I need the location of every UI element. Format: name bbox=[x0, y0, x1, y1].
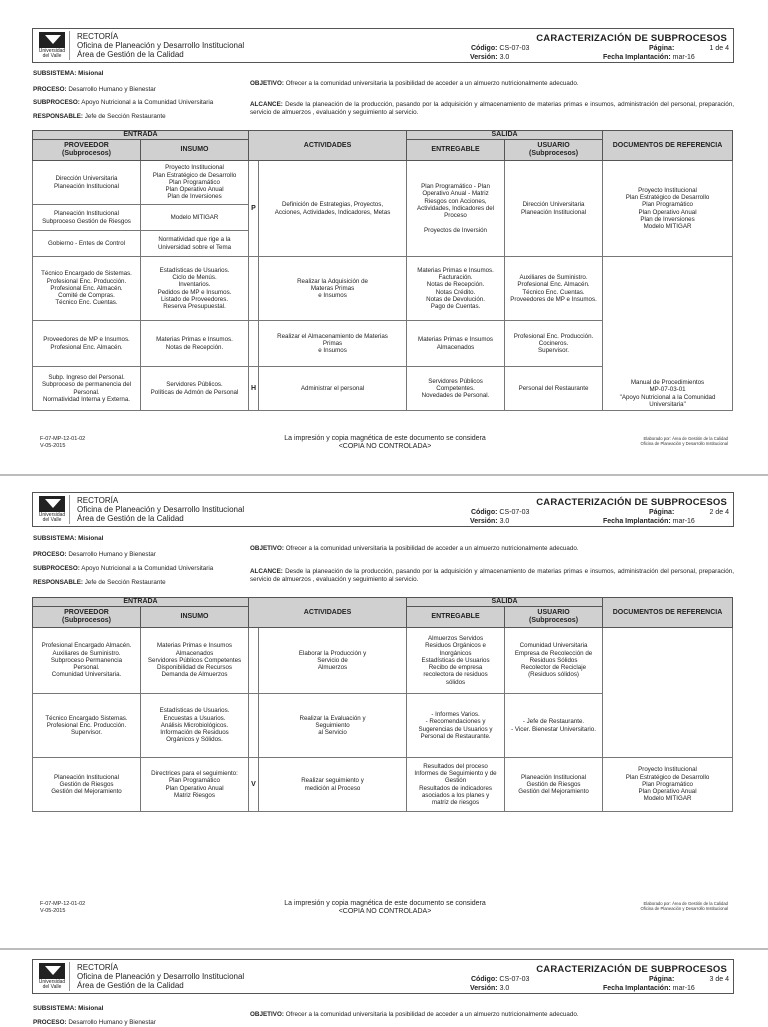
phase-cell: V bbox=[249, 758, 259, 812]
org-line-2: Oficina de Planeación y Desarrollo Institucional bbox=[77, 972, 245, 981]
alcance-value: Desde la planeación de la producción, pasando por la adquisición y almacenamiento de materias primas e insumos, administración del personal, preparación, servicio de almuerzos , evaluación y seguimiento al servicio. bbox=[250, 568, 735, 583]
codigo-label: Código: bbox=[471, 976, 498, 983]
version-label: Versión: bbox=[470, 54, 498, 61]
form-code: F-07-MP-12-01-02 bbox=[40, 901, 86, 907]
form-code: F-07-MP-12-01-02 bbox=[40, 436, 86, 442]
objetivo-row bbox=[250, 80, 579, 88]
proveedor-cell: Gobierno - Entes de Control bbox=[33, 231, 141, 257]
usuario-cell: Planeación Institucional Gestión de Riesgos Gestión del Mejoramiento bbox=[505, 758, 603, 812]
insumo-cell: Estadísticas de Usuarios. Ciclo de Menús. Inventarios. Pedidos de MP e Insumos. Listado de Proveedores. Reserva Presupuestal. bbox=[141, 257, 249, 321]
version-row bbox=[470, 54, 509, 61]
pagina-label: Página: bbox=[649, 45, 675, 52]
insumo-cell: Proyecto Institucional Plan Estratégico de Desarrollo Plan Programático Plan Operativo Anual Plan de Inversiones bbox=[141, 161, 249, 205]
table-row bbox=[33, 257, 733, 321]
pagina-label: Página: bbox=[649, 976, 675, 983]
documentos-header: DOCUMENTOS DE REFERENCIA bbox=[603, 131, 733, 161]
usuario-cell: Personal del Restaurante bbox=[505, 367, 603, 411]
responsable-label: RESPONSABLE: bbox=[33, 113, 84, 120]
fecha-row bbox=[603, 518, 695, 525]
logo-mark-icon bbox=[39, 963, 65, 979]
subsistema-row bbox=[33, 1005, 103, 1013]
alcance-value: Desde la planeación de la producción, pasando por la adquisición y almacenamiento de materias primas e insumos, administración del personal, preparación, servicio de almuerzos , evaluación y seguimiento al servicio. bbox=[250, 101, 735, 116]
insumo-header: INSUMO bbox=[141, 607, 249, 628]
usuario-cell: Comunidad Universitaria Empresa de Recolección de Residuos Sólidos Recolector de Reciclaje (Residuos sólidos) bbox=[505, 628, 603, 694]
doc-title: CARACTERIZACIÓN DE SUBPROCESOS bbox=[536, 33, 727, 44]
subproceso-label: SUBPROCESO: bbox=[33, 565, 80, 572]
org-line-2: Oficina de Planeación y Desarrollo Institucional bbox=[77, 41, 245, 50]
usuario-header: USUARIO (Subprocesos) bbox=[505, 607, 603, 628]
responsable-value: Jefe de Sección Restaurante bbox=[84, 579, 166, 586]
actividades-cell: Definición de Estrategias, Proyectos, Acciones, Actividades, Indicadores, Metas bbox=[259, 161, 407, 257]
insumo-cell: Materias Primas e Insumos Almacenados Servidores Públicos Competentes Disponibilidad de Recursos Demanda de Almuerzos bbox=[141, 628, 249, 694]
page-header bbox=[32, 492, 734, 527]
pagina-row bbox=[649, 45, 729, 52]
actividades-cell: Elaborar la Producción y Servicio de Almuerzos bbox=[259, 628, 407, 694]
proceso-label: PROCESO: bbox=[33, 86, 67, 93]
proceso-label: PROCESO: bbox=[33, 1019, 67, 1026]
entregable-cell: Resultados del proceso Informes de Seguimiento y de Gestión Resultados de indicadores asociados a los planes y matriz de riesgos bbox=[407, 758, 505, 812]
page-header bbox=[32, 28, 734, 63]
credit-line-2: Oficina de Planeación y Desarrollo Institucional bbox=[640, 441, 728, 446]
phase-cell bbox=[249, 628, 259, 694]
pagina-row bbox=[649, 509, 729, 516]
version-row bbox=[470, 985, 509, 992]
entregable-cell: Materias Primas e Insumos. Facturación. Notas de Recepción. Notas Crédito. Notas de Devolución. Pago de Cuentas. bbox=[407, 257, 505, 321]
version-label: Versión: bbox=[470, 985, 498, 992]
org-line-3: Área de Gestión de la Calidad bbox=[77, 981, 184, 990]
usuario-header: USUARIO (Subprocesos) bbox=[505, 140, 603, 161]
phase-cell bbox=[249, 321, 259, 367]
notice-line-2: <COPIA NO CONTROLADA> bbox=[338, 443, 432, 450]
documentos-header: DOCUMENTOS DE REFERENCIA bbox=[603, 598, 733, 628]
entregable-header: ENTREGABLE bbox=[407, 140, 505, 161]
logo-text: Universidad del Valle bbox=[38, 48, 66, 59]
codigo-row bbox=[471, 976, 529, 983]
actividades-cell: Administrar el personal bbox=[259, 367, 407, 411]
alcance-row bbox=[250, 568, 734, 584]
usuario-cell: Profesional Enc. Producción. Cocineros. Supervisor. bbox=[505, 321, 603, 367]
pagina-value: 1 de 4 bbox=[709, 45, 729, 52]
proveedor-cell: Profesional Encargado Almacén. Auxiliares de Suministro. Subproceso Permanencia Personal. Comunidad Universitaria. bbox=[33, 628, 141, 694]
alcance-label: ALCANCE: bbox=[250, 101, 283, 108]
page-separator bbox=[0, 474, 768, 476]
notice-line-1: La impresión y copia magnética de este documento se considera bbox=[284, 435, 486, 442]
subsistema-row bbox=[33, 70, 103, 78]
proceso-row bbox=[33, 551, 156, 559]
org-line-3: Área de Gestión de la Calidad bbox=[77, 50, 184, 59]
footer-code bbox=[40, 436, 85, 450]
group-header-row bbox=[33, 598, 733, 607]
proveedor-cell: Dirección Universitaria Planeación Institucional bbox=[33, 161, 141, 205]
proveedor-cell: Planeación Institucional Subproceso Gestión de Riesgos bbox=[33, 205, 141, 231]
org-line-3: Área de Gestión de la Calidad bbox=[77, 514, 184, 523]
fecha-label: Fecha Implantación: bbox=[603, 54, 671, 61]
salida-header: SALIDA bbox=[407, 131, 603, 140]
responsable-value: Jefe de Sección Restaurante bbox=[84, 113, 166, 120]
proveedor-cell: Proveedores de MP e Insumos. Profesional Enc. Almacén. bbox=[33, 321, 141, 367]
fecha-value: mar-16 bbox=[672, 54, 695, 61]
org-line-2: Oficina de Planeación y Desarrollo Institucional bbox=[77, 505, 245, 514]
actividades-cell: Realizar el Almacenamiento de Materias Primas e Insumos bbox=[259, 321, 407, 367]
version-value: 3.0 bbox=[499, 518, 510, 525]
pagina-value: 3 de 4 bbox=[709, 976, 729, 983]
codigo-value: CS-07-03 bbox=[499, 45, 530, 52]
subproceso-row bbox=[33, 99, 213, 107]
objetivo-label: OBJETIVO: bbox=[250, 80, 284, 87]
form-version: V-05-2015 bbox=[40, 443, 66, 449]
responsable-row bbox=[33, 579, 166, 587]
usuario-cell: Dirección Universitaria Planeación Institucional bbox=[505, 161, 603, 257]
actividades-cell: Realizar seguimiento y medición al Proceso bbox=[259, 758, 407, 812]
usuario-cell: Auxiliares de Suministro. Profesional Enc. Almacén. Técnico Enc. Cuentas. Proveedores de MP e Insumos. bbox=[505, 257, 603, 321]
fecha-value: mar-16 bbox=[672, 985, 695, 992]
subproceso-value: Apoyo Nutricional a la Comunidad Universitaria bbox=[81, 565, 214, 572]
page-2 bbox=[0, 478, 768, 948]
logo-mark-icon bbox=[39, 496, 65, 512]
entregable-header: ENTREGABLE bbox=[407, 607, 505, 628]
characterization-table bbox=[32, 130, 733, 411]
version-row bbox=[470, 518, 509, 525]
documentos-cell: Proyecto Institucional Plan Estratégico de Desarrollo Plan Programático Plan Operativo Anual Plan de Inversiones Modelo MITIGAR bbox=[603, 161, 733, 257]
entrada-header: ENTRADA bbox=[33, 598, 249, 607]
codigo-value: CS-07-03 bbox=[499, 509, 530, 516]
insumo-cell: Normatividad que rige a la Universidad sobre el Tema bbox=[141, 231, 249, 257]
doc-title: CARACTERIZACIÓN DE SUBPROCESOS bbox=[536, 964, 727, 975]
codigo-label: Código: bbox=[471, 45, 498, 52]
documentos-cell: Manual de Procedimientos MP-07-03-01 "Apoyo Nutricional a la Comunidad Universitaria" bbox=[603, 257, 733, 411]
subsistema-value: Misional bbox=[78, 535, 104, 542]
phase-cell: H bbox=[249, 367, 259, 411]
entregable-cell: Servidores Públicos Competentes. Novedades de Personal. bbox=[407, 367, 505, 411]
proveedor-cell: Técnico Encargado Sistemas. Profesional Enc. Producción. Supervisor. bbox=[33, 694, 141, 758]
insumo-cell: Directrices para el seguimiento: Plan Programático Plan Operativo Anual Matriz Riesgos bbox=[141, 758, 249, 812]
insumo-cell: Servidores Públicos. Políticas de Admón de Personal bbox=[141, 367, 249, 411]
table-row bbox=[33, 758, 733, 812]
proveedor-header: PROVEEDOR (Subprocesos) bbox=[33, 140, 141, 161]
org-line-1: RECTORÍA bbox=[77, 32, 119, 41]
fecha-label: Fecha Implantación: bbox=[603, 985, 671, 992]
objetivo-value: Ofrecer a la comunidad universitaria la posibilidad de acceder a un almuerzo nutricionalmente adecuado. bbox=[285, 545, 579, 552]
entregable-cell: Materias Primas e Insumos Almacenados bbox=[407, 321, 505, 367]
proveedor-cell: Planeación Institucional Gestión de Riesgos Gestión del Mejoramiento bbox=[33, 758, 141, 812]
fecha-label: Fecha Implantación: bbox=[603, 518, 671, 525]
page-separator bbox=[0, 948, 768, 950]
doc-title: CARACTERIZACIÓN DE SUBPROCESOS bbox=[536, 497, 727, 508]
version-value: 3.0 bbox=[499, 985, 510, 992]
salida-header: SALIDA bbox=[407, 598, 603, 607]
subsistema-label: SUBSISTEMA: bbox=[33, 1005, 77, 1012]
phase-cell bbox=[249, 694, 259, 758]
entrada-header: ENTRADA bbox=[33, 131, 249, 140]
responsable-row bbox=[33, 113, 166, 121]
pagina-value: 2 de 4 bbox=[709, 509, 729, 516]
org-line-1: RECTORÍA bbox=[77, 496, 119, 505]
documentos-cell: Proyecto Institucional Plan Estratégico de Desarrollo Plan Programático Plan Operativo Anual Modelo MITIGAR bbox=[603, 758, 733, 812]
alcance-row bbox=[250, 101, 734, 117]
responsable-label: RESPONSABLE: bbox=[33, 579, 84, 586]
credit-line-1: Elaborado por: Área de Gestión de la Calidad bbox=[643, 436, 728, 441]
objetivo-value: Ofrecer a la comunidad universitaria la posibilidad de acceder a un almuerzo nutricionalmente adecuado. bbox=[285, 80, 579, 87]
footer-notice bbox=[240, 900, 530, 916]
codigo-row bbox=[471, 45, 529, 52]
footer-notice bbox=[240, 435, 530, 451]
proceso-value: Desarrollo Humano y Bienestar bbox=[68, 86, 156, 93]
proveedor-cell: Técnico Encargado de Sistemas. Profesional Enc. Producción. Profesional Enc. Almacén. Comité de Compras. Técnico Enc. Cuentas. bbox=[33, 257, 141, 321]
form-version: V-05-2015 bbox=[40, 908, 66, 914]
logo-text: Universidad del Valle bbox=[38, 979, 66, 990]
univalle-logo bbox=[35, 31, 70, 60]
actividades-cell: Realizar la Evaluación y Seguimiento al Servicio bbox=[259, 694, 407, 758]
logo-mark-icon bbox=[39, 32, 65, 48]
codigo-label: Código: bbox=[471, 509, 498, 516]
pagina-row bbox=[649, 976, 729, 983]
subsistema-label: SUBSISTEMA: bbox=[33, 70, 77, 77]
subsistema-label: SUBSISTEMA: bbox=[33, 535, 77, 542]
notice-line-1: La impresión y copia magnética de este documento se considera bbox=[284, 900, 486, 907]
objetivo-row bbox=[250, 545, 579, 553]
insumo-cell: Materias Primas e Insumos. Notas de Recepción. bbox=[141, 321, 249, 367]
univalle-logo bbox=[35, 962, 70, 991]
proveedor-header: PROVEEDOR (Subprocesos) bbox=[33, 607, 141, 628]
entregable-cell: Almuerzos Servidos Residuos Orgánicos e Inorgánicos Estadísticas de Usuarios Recibo de empresa recolectora de residuos sólidos bbox=[407, 628, 505, 694]
fecha-row bbox=[603, 985, 695, 992]
footer-credit bbox=[640, 436, 728, 446]
page-header bbox=[32, 959, 734, 994]
fecha-row bbox=[603, 54, 695, 61]
actividades-cell: Realizar la Adquisición de Materas Primas e Insumos bbox=[259, 257, 407, 321]
proceso-row bbox=[33, 1019, 156, 1027]
org-line-1: RECTORÍA bbox=[77, 963, 119, 972]
footer-credit bbox=[640, 901, 728, 911]
page-1 bbox=[0, 0, 768, 470]
table-row bbox=[33, 628, 733, 694]
univalle-logo bbox=[35, 495, 70, 524]
characterization-table bbox=[32, 597, 733, 812]
proceso-row bbox=[33, 86, 156, 94]
insumo-cell: Estadísticas de Usuarios. Encuestas a Usuarios. Análisis Microbiológicos. Información de Residuos Orgánicos y Sólidos. bbox=[141, 694, 249, 758]
table-row bbox=[33, 161, 733, 205]
actividades-header: ACTIVIDADES bbox=[249, 131, 407, 161]
org-block bbox=[77, 32, 244, 59]
alcance-label: ALCANCE: bbox=[250, 568, 283, 575]
subsistema-value: Misional bbox=[78, 70, 104, 77]
footer-code bbox=[40, 901, 85, 915]
group-header-row bbox=[33, 131, 733, 140]
proceso-label: PROCESO: bbox=[33, 551, 67, 558]
page-3 bbox=[0, 952, 768, 1024]
fecha-value: mar-16 bbox=[672, 518, 695, 525]
phase-cell: P bbox=[249, 161, 259, 257]
proceso-value: Desarrollo Humano y Bienestar bbox=[68, 551, 156, 558]
subproceso-row bbox=[33, 565, 213, 573]
phase-cell bbox=[249, 257, 259, 321]
entregable-cell: Plan Programático - Plan Operativo Anual - Matriz Riesgos con Acciones, Actividades, Indicadores del Proceso Proyectos de Inversión bbox=[407, 161, 505, 257]
subsistema-value: Misional bbox=[78, 1005, 104, 1012]
subproceso-value: Apoyo Nutricional a la Comunidad Universitaria bbox=[81, 99, 214, 106]
proceso-value: Desarrollo Humano y Bienestar bbox=[68, 1019, 156, 1026]
version-value: 3.0 bbox=[499, 54, 510, 61]
objetivo-row bbox=[250, 1011, 579, 1019]
subsistema-row bbox=[33, 535, 103, 543]
entregable-cell: - Informes Varios. - Recomendaciones y Sugerencias de Usuarios y Personal de Restaurante. bbox=[407, 694, 505, 758]
logo-text: Universidad del Valle bbox=[38, 512, 66, 523]
proveedor-cell: Subp. Ingreso del Personal. Subproceso de permanencia del Personal. Normatividad Interna y Externa. bbox=[33, 367, 141, 411]
insumo-header: INSUMO bbox=[141, 140, 249, 161]
objetivo-label: OBJETIVO: bbox=[250, 1011, 284, 1018]
credit-line-2: Oficina de Planeación y Desarrollo Institucional bbox=[640, 906, 728, 911]
version-label: Versión: bbox=[470, 518, 498, 525]
usuario-cell: - Jefe de Restaurante. - Vicer. Bienestar Universitario. bbox=[505, 694, 603, 758]
actividades-header: ACTIVIDADES bbox=[249, 598, 407, 628]
insumo-cell: Modelo MITIGAR bbox=[141, 205, 249, 231]
documentos-cell bbox=[603, 628, 733, 758]
subproceso-label: SUBPROCESO: bbox=[33, 99, 80, 106]
notice-line-2: <COPIA NO CONTROLADA> bbox=[338, 908, 432, 915]
codigo-value: CS-07-03 bbox=[499, 976, 530, 983]
objetivo-label: OBJETIVO: bbox=[250, 545, 284, 552]
codigo-row bbox=[471, 509, 529, 516]
org-block bbox=[77, 963, 244, 990]
org-block bbox=[77, 496, 244, 523]
pagina-label: Página: bbox=[649, 509, 675, 516]
objetivo-value: Ofrecer a la comunidad universitaria la posibilidad de acceder a un almuerzo nutricionalmente adecuado. bbox=[285, 1011, 579, 1018]
credit-line-1: Elaborado por: Área de Gestión de la Calidad bbox=[643, 901, 728, 906]
